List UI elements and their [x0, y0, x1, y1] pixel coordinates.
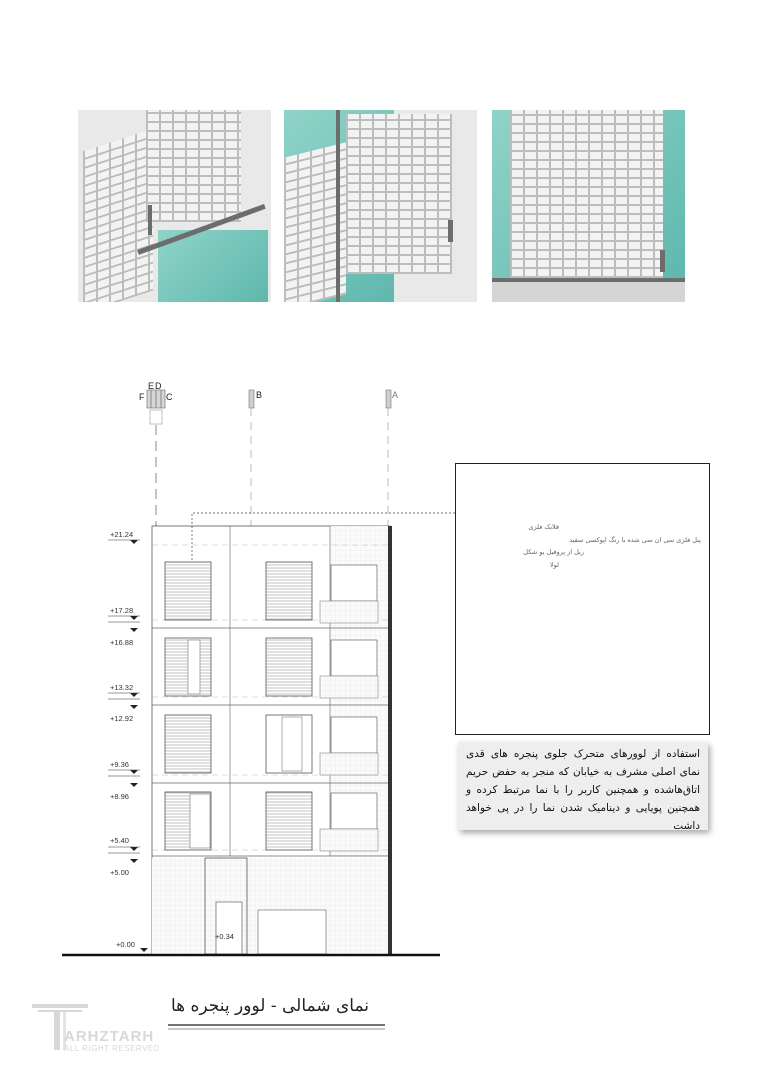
detail-label-rail: ریل از پروفیل یو شکل: [523, 548, 584, 556]
level-5-40: +5.40: [110, 836, 129, 845]
level-8-96: +8.96: [110, 792, 129, 801]
level-21-24: +21.24: [110, 530, 134, 539]
level-17-28: +17.28: [110, 606, 134, 615]
detail-label-hinge: لولا: [549, 561, 559, 569]
logo-text: ARHZTARH: [64, 1028, 155, 1045]
description-note: استفاده از لوورهای متحرک جلوی پنجره های قدی نمای اصلی مشرف به خیابان که منجر به حفض حریم اتاق‌هاشده و همچنین کاربر را با نما مرتبط کرده و همچنین پویایی و دینامیک شدن نما را در پی خواهد داشت: [458, 742, 708, 830]
axis-label-c: C: [166, 392, 173, 402]
logo-tagline: ALL RIGHT RESERVED: [64, 1044, 160, 1053]
level-0-34: +0.34: [215, 932, 234, 941]
level-16-88: +16.88: [110, 638, 134, 647]
axis-label-f: F: [139, 392, 145, 402]
level-12-92: +12.92: [110, 714, 134, 723]
level-5-00: +5.00: [110, 868, 129, 877]
detail-label-hook: قلابک فلزی: [528, 523, 559, 531]
axis-label-a: A: [392, 390, 399, 400]
level-13-32: +13.32: [110, 683, 134, 692]
axis-label-b: B: [256, 390, 263, 400]
axis-label-d: D: [155, 381, 162, 391]
detail-label-panel: پنل فلزی سی ان سی شده با رنگ اپوکسی سفید: [569, 536, 701, 544]
louver-detail-box: [455, 463, 710, 735]
axis-label-e: E: [148, 381, 155, 391]
level-0-00: +0.00: [116, 940, 135, 949]
level-9-36: +9.36: [110, 760, 129, 769]
drawing-title: نمای شمالی - لوور پنجره ها: [170, 996, 370, 1016]
